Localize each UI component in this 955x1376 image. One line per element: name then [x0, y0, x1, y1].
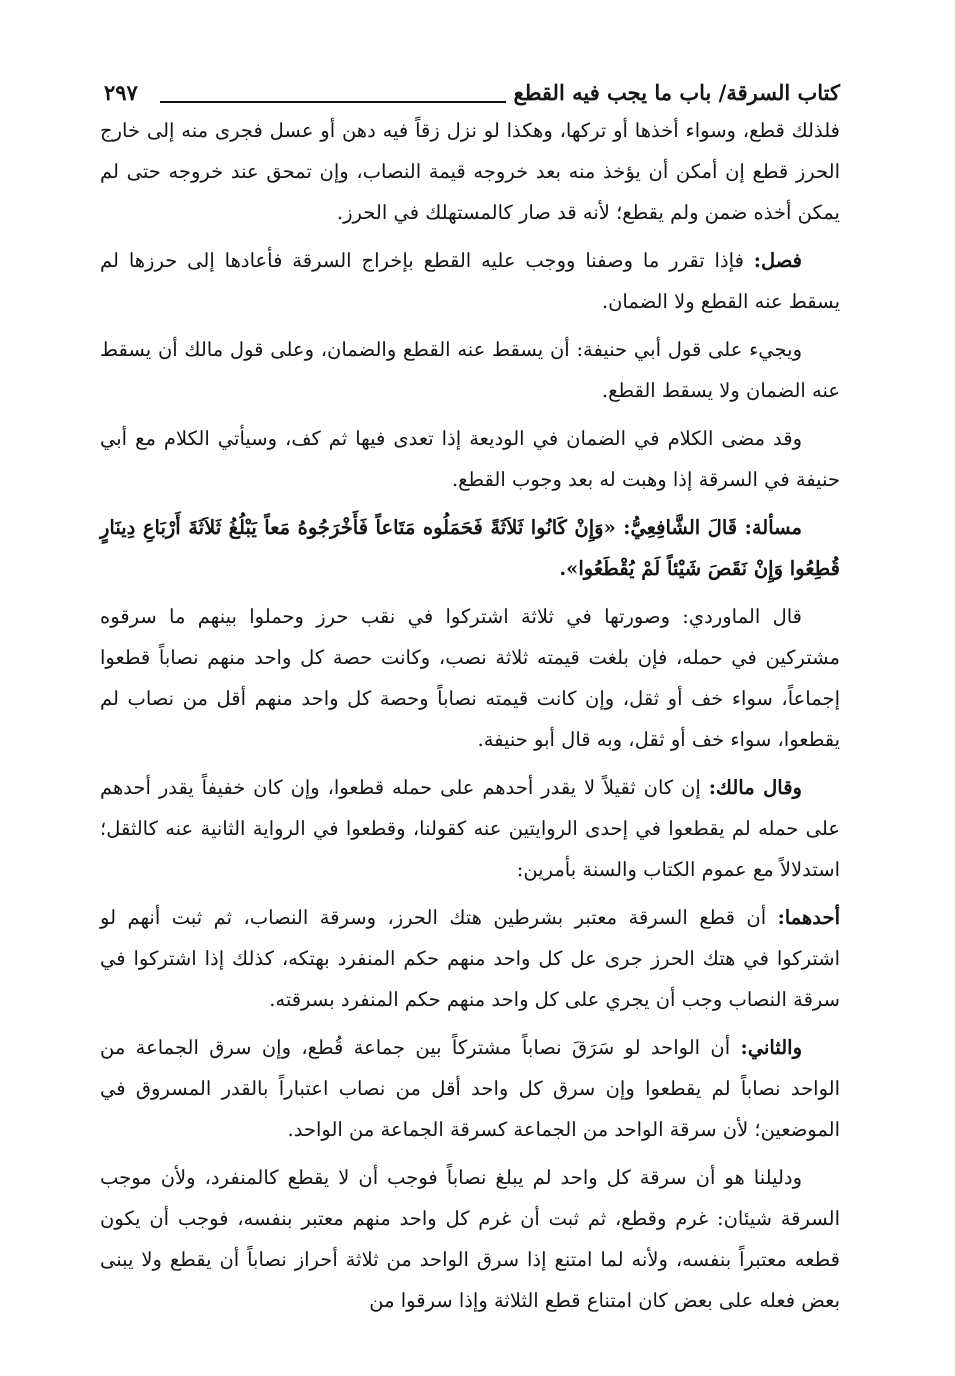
paragraph-text: أن الواحد لو سَرَقَ نصاباً مشتركاً بين جماعة قُطع، وإن سرق الجماعة من الواحد نصاباً لم يقطعوا وإن سرق كل واحد أقل من نصاب اعتباراً بالقدر المسروق في الموضعين؛ لأن سرقة الواحد من الجماعة كسرقة الجماعة من الواحد.	[100, 1036, 840, 1141]
paragraph-lead: وقال مالك:	[708, 776, 802, 799]
page-number: ٢٩٧	[104, 80, 144, 105]
paragraph	[100, 110, 840, 233]
document-page	[100, 70, 840, 1328]
paragraph-lead: مسألة: قَالَ الشَّافِعِيُّ:	[623, 516, 802, 539]
paragraph-lead: أحدهما:	[777, 906, 840, 929]
paragraph	[100, 1027, 840, 1150]
paragraph-lead: والثاني:	[740, 1036, 802, 1059]
paragraph-lead: فصل:	[753, 249, 802, 272]
paragraph-masala	[100, 507, 840, 589]
paragraph	[100, 596, 840, 760]
header-title: كتاب السرقة/ باب ما يجب فيه القطع	[506, 80, 840, 105]
paragraph-text: فلذلك قطع، وسواء أخذها أو تركها، وهكذا لو نزل زقاً فيه دهن أو عسل فجرى منه إلى خارج الحرز قطع إن أمكن أن يؤخذ منه بعد خروجه قيمة النصاب، وإن تمحق عند خروجه حتى لم يمكن أخذه ضمن ولم يقطع؛ لأنه قد صار كالمستهلك في الحرز.	[100, 119, 840, 224]
paragraph-text: ويجيء على قول أبي حنيفة: أن يسقط عنه القطع والضمان، وعلى قول مالك أن يسقط عنه الضمان ولا يسقط القطع.	[100, 338, 840, 402]
paragraph-text: إن كان ثقيلاً لا يقدر أحدهم على حمله قطعوا، وإن كان خفيفاً يقدر أحدهم على حمله لم يقطعوا في إحدى الروايتين عنه كقولنا، وقطعوا في الرواية الثانية عنه كالثقل؛ استدلالاً مع عموم الكتاب والسنة بأمرين:	[100, 776, 840, 881]
paragraph	[100, 897, 840, 1020]
paragraph	[100, 329, 840, 411]
paragraph	[100, 418, 840, 500]
paragraph-text: ودليلنا هو أن سرقة كل واحد لم يبلغ نصاباً فوجب أن لا يقطع كالمنفرد، ولأن موجب السرقة شيئان: غرم وقطع، ثم ثبت أن غرم كل واحد منهم معتبر بنفسه، فوجب أن يكون قطعه معتبراً بنفسه، ولأنه لما امتنع إذا سرق الواحد من ثلاثة أحراز نصاباً أن يقطع ولا يبنى بعض فعله على بعض كان امتناع قطع الثلاثة وإذا سرقوا من	[100, 1166, 840, 1312]
running-header	[100, 70, 840, 110]
paragraph-text: فإذا تقرر ما وصفنا ووجب عليه القطع بإخراج السرقة فأعادها إلى حرزها لم يسقط عنه القطع ولا الضمان.	[100, 249, 840, 313]
paragraph-text: «وَإِنْ كَانُوا ثَلاَثَةً فَحَمَلُوه مَتَاعاً فَأَخْرَجُوهُ مَعاً يَبْلُغُ ثَلاَثَةَ أَرْبَاعِ دِينَارٍ قُطِعُوا وَإِنْ نَقَصَ شَيْئاً لَمْ يُقْطَعُوا».	[100, 516, 840, 580]
paragraph-text: قال الماوردي: وصورتها في ثلاثة اشتركوا في نقب حرز وحملوا بينهم ما سرقوه مشتركين في حمله، فإن بلغت قيمته ثلاثة نصب، وكانت حصة كل واحد منهم نصاباً قطعوا إجماعاً، سواء خف أو ثقل، وإن كانت قيمته نصاباً وحصة كل واحد منهم أقل من نصاب لم يقطعوا، سواء خف أو ثقل، وبه قال أبو حنيفة.	[100, 605, 840, 751]
paragraph	[100, 767, 840, 890]
paragraph	[100, 240, 840, 322]
paragraph	[100, 1157, 840, 1321]
paragraph-text: أن قطع السرقة معتبر بشرطين هتك الحرز، وسرقة النصاب، ثم ثبت أنهم لو اشتركوا في هتك الحرز جرى عل كل واحد منهم حكم المنفرد بهتكه، كذلك إذا اشتركوا في سرقة النصاب وجب أن يجري على كل واحد منهم حكم المنفرد بسرقته.	[100, 906, 840, 1011]
paragraph-text: وقد مضى الكلام في الضمان في الوديعة إذا تعدى فيها ثم كف، وسيأتي الكلام مع أبي حنيفة في السرقة إذا وهبت له بعد وجوب القطع.	[100, 427, 840, 491]
